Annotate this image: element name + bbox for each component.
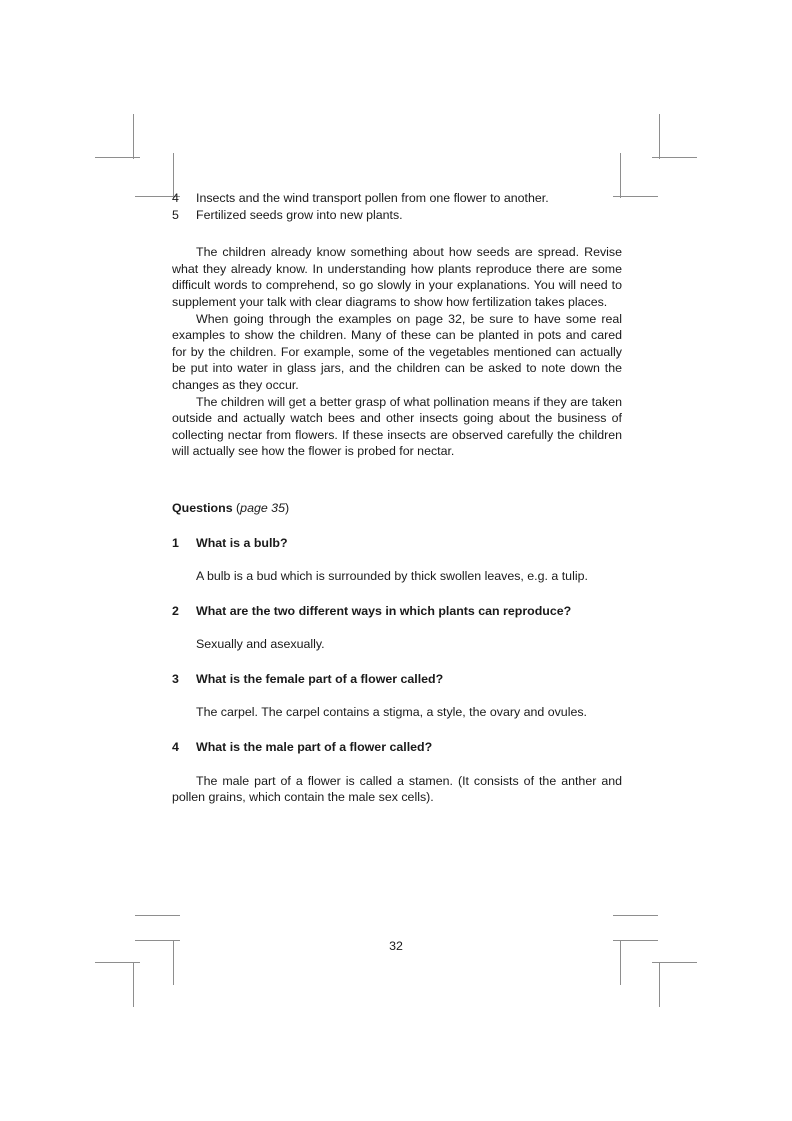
list-item-text: Insects and the wind transport pollen from one flower to another. <box>196 191 549 205</box>
text-column <box>172 190 622 818</box>
answer-text: Sexually and asexually. <box>196 637 325 652</box>
question-item <box>172 671 622 688</box>
question-item <box>172 739 622 756</box>
crop-mark-bottom-right-outer-vertical <box>659 962 660 1007</box>
page-number: 32 <box>389 939 403 953</box>
body-paragraph-3: The children will get a better grasp of what pollination means if they are taken outside and actually watch bees and other insects going about the business of collecting nectar from flowers. If these insects are observed carefully the children will actually see how the flower is probed for nectar. <box>172 394 622 459</box>
spacer <box>172 223 622 244</box>
crop-mark-top-left-outer-horizontal <box>95 157 140 158</box>
question-item <box>172 603 622 620</box>
list-item <box>172 190 622 207</box>
crop-mark-bottom-right-inner-horizontal-upper <box>613 915 658 916</box>
question-item <box>172 535 622 552</box>
list-item-number: 5 <box>172 207 179 222</box>
crop-mark-bottom-left-inner-horizontal-upper <box>135 915 180 916</box>
crop-mark-top-left-outer-vertical <box>133 114 134 159</box>
question-number: 4 <box>172 740 179 755</box>
question-text: What is the male part of a flower called? <box>196 740 433 755</box>
answer-text: The carpel. The carpel contains a stigma, a style, the ovary and ovules. <box>196 705 587 720</box>
crop-mark-top-right-outer-vertical <box>659 114 660 159</box>
question-text: What is the female part of a flower called? <box>196 671 444 686</box>
body-paragraph-1: The children already know something about how seeds are spread. Revise what they already know. In understanding how plants reproduce there are some difficult words to comprehend, so go slowly in your explanations. You will need to supplement your talk with clear diagrams to show how fertilization takes places. <box>172 245 622 309</box>
list-item-text: Fertilized seeds grow into new plants. <box>196 207 403 222</box>
question-number: 1 <box>172 535 179 550</box>
question-text: What is a bulb? <box>196 535 288 550</box>
questions-heading <box>172 500 622 517</box>
list-item <box>172 207 622 224</box>
answer-text: The male part of a flower is called a stamen. (It consists of the anther and pollen grains, which contain the male sex cells). <box>172 773 622 805</box>
question-number: 2 <box>172 603 179 618</box>
answer-text: A bulb is a bud which is surrounded by thick swollen leaves, e.g. a tulip. <box>196 569 588 584</box>
body-paragraph-2: When going through the examples on page 32, be sure to have some real examples to show the children. Many of these can be planted in pots and cared for by the children. For example, some of the vegetables mentioned can actually be put into water in glass jars, and the children can be asked to note down the changes as they occur. <box>172 311 622 392</box>
crop-mark-bottom-left-outer-vertical <box>133 962 134 1007</box>
question-text: What are the two different ways in which plants can reproduce? <box>196 603 572 618</box>
questions-heading-close-paren: ) <box>284 500 290 515</box>
questions-heading-label: Questions <box>172 500 233 515</box>
question-number: 3 <box>172 671 179 686</box>
numbered-list <box>172 190 622 223</box>
crop-mark-top-right-outer-horizontal <box>652 157 697 158</box>
questions-heading-page-reference: page 35 <box>240 500 285 515</box>
questions-heading-open-paren: ( <box>232 500 241 515</box>
list-item-number: 4 <box>172 191 179 205</box>
